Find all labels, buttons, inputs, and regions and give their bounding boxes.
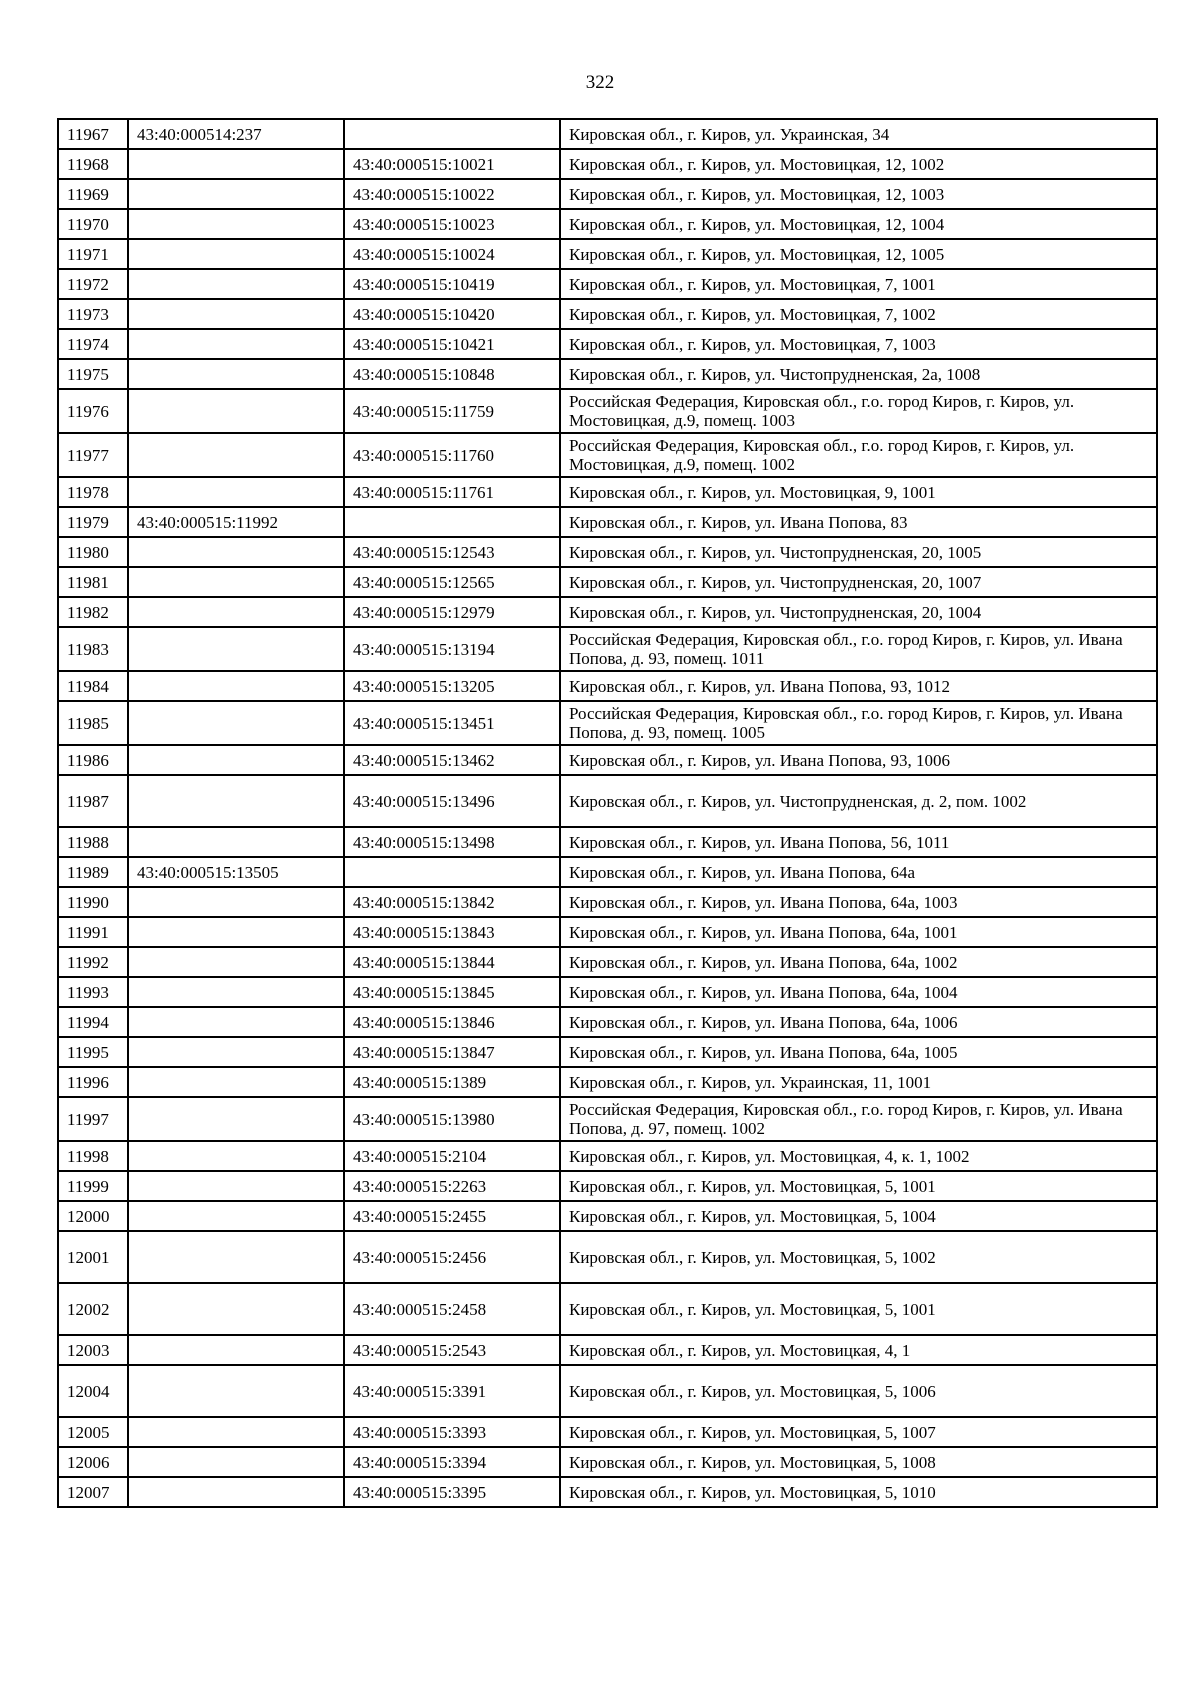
address-cell: Кировская обл., г. Киров, ул. Мостовицкая, 5, 1006	[560, 1365, 1157, 1417]
premises-cadastral-number-cell: 43:40:000515:11760	[344, 433, 560, 477]
premises-cadastral-number-cell: 43:40:000515:10022	[344, 179, 560, 209]
land-cadastral-number-cell	[128, 1335, 344, 1365]
table-row	[58, 239, 1157, 269]
table-row	[58, 887, 1157, 917]
premises-cadastral-number-cell: 43:40:000515:2455	[344, 1201, 560, 1231]
table-row	[58, 1007, 1157, 1037]
address-cell: Кировская обл., г. Киров, ул. Чистопрудненская, 2а, 1008	[560, 359, 1157, 389]
address-cell: Кировская обл., г. Киров, ул. Мостовицкая, 12, 1004	[560, 209, 1157, 239]
land-cadastral-number-cell	[128, 1417, 344, 1447]
address-cell: Кировская обл., г. Киров, ул. Мостовицкая, 12, 1005	[560, 239, 1157, 269]
row-number-cell: 11998	[58, 1141, 128, 1171]
premises-cadastral-number-cell: 43:40:000515:13843	[344, 917, 560, 947]
address-cell: Кировская обл., г. Киров, ул. Ивана Попова, 64а, 1006	[560, 1007, 1157, 1037]
row-number-cell: 11985	[58, 701, 128, 745]
row-number-cell: 11987	[58, 775, 128, 827]
premises-cadastral-number-cell: 43:40:000515:10024	[344, 239, 560, 269]
land-cadastral-number-cell	[128, 389, 344, 433]
land-cadastral-number-cell	[128, 1365, 344, 1417]
land-cadastral-number-cell	[128, 1171, 344, 1201]
table-row	[58, 389, 1157, 433]
premises-cadastral-number-cell: 43:40:000515:12979	[344, 597, 560, 627]
premises-cadastral-number-cell: 43:40:000515:11759	[344, 389, 560, 433]
row-number-cell: 11986	[58, 745, 128, 775]
address-cell: Кировская обл., г. Киров, ул. Ивана Попова, 93, 1006	[560, 745, 1157, 775]
premises-cadastral-number-cell: 43:40:000515:13194	[344, 627, 560, 671]
table-row	[58, 1097, 1157, 1141]
table-row	[58, 977, 1157, 1007]
land-cadastral-number-cell	[128, 1141, 344, 1171]
premises-cadastral-number-cell: 43:40:000515:10421	[344, 329, 560, 359]
premises-cadastral-number-cell	[344, 119, 560, 149]
address-cell: Кировская обл., г. Киров, ул. Мостовицкая, 7, 1003	[560, 329, 1157, 359]
row-number-cell: 12007	[58, 1477, 128, 1507]
address-cell: Кировская обл., г. Киров, ул. Чистопрудненская, д. 2, пом. 1002	[560, 775, 1157, 827]
address-cell: Кировская обл., г. Киров, ул. Мостовицкая, 5, 1008	[560, 1447, 1157, 1477]
land-cadastral-number-cell	[128, 701, 344, 745]
row-number-cell: 11970	[58, 209, 128, 239]
row-number-cell: 12004	[58, 1365, 128, 1417]
table-row	[58, 597, 1157, 627]
land-cadastral-number-cell	[128, 947, 344, 977]
row-number-cell: 11979	[58, 507, 128, 537]
table-row	[58, 827, 1157, 857]
premises-cadastral-number-cell: 43:40:000515:2458	[344, 1283, 560, 1335]
row-number-cell: 12002	[58, 1283, 128, 1335]
premises-cadastral-number-cell: 43:40:000515:12543	[344, 537, 560, 567]
table-row	[58, 537, 1157, 567]
land-cadastral-number-cell	[128, 477, 344, 507]
land-cadastral-number-cell	[128, 627, 344, 671]
row-number-cell: 11980	[58, 537, 128, 567]
table-row	[58, 627, 1157, 671]
address-cell: Кировская обл., г. Киров, ул. Чистопрудненская, 20, 1004	[560, 597, 1157, 627]
table-row	[58, 1335, 1157, 1365]
premises-cadastral-number-cell: 43:40:000515:10021	[344, 149, 560, 179]
premises-cadastral-number-cell	[344, 507, 560, 537]
table-row	[58, 671, 1157, 701]
row-number-cell: 11972	[58, 269, 128, 299]
address-cell: Российская Федерация, Кировская обл., г.о. город Киров, г. Киров, ул. Ивана Попова, д. 93, помещ. 1005	[560, 701, 1157, 745]
row-number-cell: 11992	[58, 947, 128, 977]
row-number-cell: 11975	[58, 359, 128, 389]
land-cadastral-number-cell	[128, 239, 344, 269]
address-cell: Кировская обл., г. Киров, ул. Мостовицкая, 5, 1001	[560, 1283, 1157, 1335]
land-cadastral-number-cell	[128, 597, 344, 627]
premises-cadastral-number-cell: 43:40:000515:1389	[344, 1067, 560, 1097]
land-cadastral-number-cell	[128, 179, 344, 209]
premises-cadastral-number-cell: 43:40:000515:13844	[344, 947, 560, 977]
address-cell: Российская Федерация, Кировская обл., г.о. город Киров, г. Киров, ул. Мостовицкая, д.9, помещ. 1003	[560, 389, 1157, 433]
address-cell: Кировская обл., г. Киров, ул. Мостовицкая, 5, 1007	[560, 1417, 1157, 1447]
row-number-cell: 11988	[58, 827, 128, 857]
premises-cadastral-number-cell: 43:40:000515:10419	[344, 269, 560, 299]
table-row	[58, 745, 1157, 775]
land-cadastral-number-cell	[128, 1201, 344, 1231]
table-row	[58, 119, 1157, 149]
land-cadastral-number-cell: 43:40:000515:11992	[128, 507, 344, 537]
address-cell: Кировская обл., г. Киров, ул. Мостовицкая, 5, 1002	[560, 1231, 1157, 1283]
row-number-cell: 11971	[58, 239, 128, 269]
land-cadastral-number-cell	[128, 671, 344, 701]
premises-cadastral-number-cell: 43:40:000515:13846	[344, 1007, 560, 1037]
row-number-cell: 11989	[58, 857, 128, 887]
land-cadastral-number-cell	[128, 149, 344, 179]
table-row	[58, 1447, 1157, 1477]
address-cell: Кировская обл., г. Киров, ул. Ивана Попова, 93, 1012	[560, 671, 1157, 701]
row-number-cell: 11995	[58, 1037, 128, 1067]
premises-cadastral-number-cell: 43:40:000515:13205	[344, 671, 560, 701]
premises-cadastral-number-cell: 43:40:000515:2104	[344, 1141, 560, 1171]
table-row	[58, 1067, 1157, 1097]
row-number-cell: 11978	[58, 477, 128, 507]
premises-cadastral-number-cell: 43:40:000515:10848	[344, 359, 560, 389]
address-cell: Кировская обл., г. Киров, ул. Украинская, 34	[560, 119, 1157, 149]
table-row	[58, 179, 1157, 209]
address-cell: Кировская обл., г. Киров, ул. Мостовицкая, 7, 1002	[560, 299, 1157, 329]
table-row	[58, 433, 1157, 477]
table-row	[58, 329, 1157, 359]
address-cell: Кировская обл., г. Киров, ул. Украинская, 11, 1001	[560, 1067, 1157, 1097]
address-cell: Кировская обл., г. Киров, ул. Мостовицкая, 12, 1003	[560, 179, 1157, 209]
address-cell: Кировская обл., г. Киров, ул. Мостовицкая, 5, 1001	[560, 1171, 1157, 1201]
row-number-cell: 11968	[58, 149, 128, 179]
land-cadastral-number-cell	[128, 567, 344, 597]
premises-cadastral-number-cell	[344, 857, 560, 887]
premises-cadastral-number-cell: 43:40:000515:3391	[344, 1365, 560, 1417]
table-row	[58, 269, 1157, 299]
table-row	[58, 477, 1157, 507]
row-number-cell: 11984	[58, 671, 128, 701]
address-cell: Кировская обл., г. Киров, ул. Чистопрудненская, 20, 1005	[560, 537, 1157, 567]
address-cell: Кировская обл., г. Киров, ул. Мостовицкая, 5, 1004	[560, 1201, 1157, 1231]
row-number-cell: 12003	[58, 1335, 128, 1365]
land-cadastral-number-cell	[128, 329, 344, 359]
table-row	[58, 359, 1157, 389]
table-row	[58, 947, 1157, 977]
premises-cadastral-number-cell: 43:40:000515:12565	[344, 567, 560, 597]
table-row	[58, 1365, 1157, 1417]
table-row	[58, 1477, 1157, 1507]
land-cadastral-number-cell	[128, 775, 344, 827]
land-cadastral-number-cell	[128, 917, 344, 947]
premises-cadastral-number-cell: 43:40:000515:13462	[344, 745, 560, 775]
table-row	[58, 1141, 1157, 1171]
premises-cadastral-number-cell: 43:40:000515:13498	[344, 827, 560, 857]
premises-cadastral-number-cell: 43:40:000515:3395	[344, 1477, 560, 1507]
address-cell: Кировская обл., г. Киров, ул. Ивана Попова, 64а, 1004	[560, 977, 1157, 1007]
address-cell: Кировская обл., г. Киров, ул. Мостовицкая, 4, к. 1, 1002	[560, 1141, 1157, 1171]
table-row	[58, 299, 1157, 329]
address-cell: Кировская обл., г. Киров, ул. Ивана Попова, 83	[560, 507, 1157, 537]
land-cadastral-number-cell	[128, 1283, 344, 1335]
row-number-cell: 12000	[58, 1201, 128, 1231]
address-cell: Кировская обл., г. Киров, ул. Мостовицкая, 7, 1001	[560, 269, 1157, 299]
address-cell: Кировская обл., г. Киров, ул. Мостовицкая, 4, 1	[560, 1335, 1157, 1365]
registry-table	[57, 118, 1158, 1508]
address-cell: Кировская обл., г. Киров, ул. Ивана Попова, 64а, 1001	[560, 917, 1157, 947]
premises-cadastral-number-cell: 43:40:000515:10023	[344, 209, 560, 239]
row-number-cell: 11969	[58, 179, 128, 209]
premises-cadastral-number-cell: 43:40:000515:10420	[344, 299, 560, 329]
address-cell: Кировская обл., г. Киров, ул. Ивана Попова, 64а, 1002	[560, 947, 1157, 977]
row-number-cell: 11982	[58, 597, 128, 627]
row-number-cell: 11999	[58, 1171, 128, 1201]
address-cell: Кировская обл., г. Киров, ул. Ивана Попова, 64а, 1003	[560, 887, 1157, 917]
premises-cadastral-number-cell: 43:40:000515:13451	[344, 701, 560, 745]
premises-cadastral-number-cell: 43:40:000515:2543	[344, 1335, 560, 1365]
row-number-cell: 11974	[58, 329, 128, 359]
address-cell: Российская Федерация, Кировская обл., г.о. город Киров, г. Киров, ул. Ивана Попова, д. 97, помещ. 1002	[560, 1097, 1157, 1141]
land-cadastral-number-cell	[128, 1097, 344, 1141]
address-cell: Кировская обл., г. Киров, ул. Ивана Попова, 64а	[560, 857, 1157, 887]
table-row	[58, 1171, 1157, 1201]
address-cell: Кировская обл., г. Киров, ул. Ивана Попова, 56, 1011	[560, 827, 1157, 857]
land-cadastral-number-cell	[128, 1037, 344, 1067]
land-cadastral-number-cell	[128, 537, 344, 567]
registry-table-body	[58, 119, 1157, 1507]
page-number: 322	[585, 72, 615, 93]
row-number-cell: 11991	[58, 917, 128, 947]
premises-cadastral-number-cell: 43:40:000515:11761	[344, 477, 560, 507]
table-row	[58, 1201, 1157, 1231]
address-cell: Российская Федерация, Кировская обл., г.о. город Киров, г. Киров, ул. Ивана Попова, д. 93, помещ. 1011	[560, 627, 1157, 671]
table-row	[58, 701, 1157, 745]
land-cadastral-number-cell: 43:40:000514:237	[128, 119, 344, 149]
row-number-cell: 11994	[58, 1007, 128, 1037]
land-cadastral-number-cell	[128, 1447, 344, 1477]
land-cadastral-number-cell	[128, 359, 344, 389]
land-cadastral-number-cell	[128, 433, 344, 477]
table-row	[58, 857, 1157, 887]
premises-cadastral-number-cell: 43:40:000515:13980	[344, 1097, 560, 1141]
table-row	[58, 775, 1157, 827]
premises-cadastral-number-cell: 43:40:000515:2263	[344, 1171, 560, 1201]
address-cell: Кировская обл., г. Киров, ул. Мостовицкая, 5, 1010	[560, 1477, 1157, 1507]
premises-cadastral-number-cell: 43:40:000515:13847	[344, 1037, 560, 1067]
land-cadastral-number-cell	[128, 1007, 344, 1037]
table-row	[58, 1037, 1157, 1067]
land-cadastral-number-cell: 43:40:000515:13505	[128, 857, 344, 887]
table-row	[58, 567, 1157, 597]
land-cadastral-number-cell	[128, 209, 344, 239]
row-number-cell: 11976	[58, 389, 128, 433]
table-row	[58, 149, 1157, 179]
row-number-cell: 11973	[58, 299, 128, 329]
row-number-cell: 12005	[58, 1417, 128, 1447]
premises-cadastral-number-cell: 43:40:000515:13842	[344, 887, 560, 917]
land-cadastral-number-cell	[128, 1477, 344, 1507]
land-cadastral-number-cell	[128, 977, 344, 1007]
address-cell: Кировская обл., г. Киров, ул. Мостовицкая, 9, 1001	[560, 477, 1157, 507]
row-number-cell: 11997	[58, 1097, 128, 1141]
row-number-cell: 11981	[58, 567, 128, 597]
table-row	[58, 1417, 1157, 1447]
premises-cadastral-number-cell: 43:40:000515:13496	[344, 775, 560, 827]
address-cell: Кировская обл., г. Киров, ул. Мостовицкая, 12, 1002	[560, 149, 1157, 179]
row-number-cell: 12006	[58, 1447, 128, 1477]
land-cadastral-number-cell	[128, 299, 344, 329]
row-number-cell: 11977	[58, 433, 128, 477]
land-cadastral-number-cell	[128, 745, 344, 775]
land-cadastral-number-cell	[128, 269, 344, 299]
row-number-cell: 11983	[58, 627, 128, 671]
table-row	[58, 507, 1157, 537]
row-number-cell: 11990	[58, 887, 128, 917]
table-row	[58, 917, 1157, 947]
row-number-cell: 12001	[58, 1231, 128, 1283]
land-cadastral-number-cell	[128, 1231, 344, 1283]
table-row	[58, 1283, 1157, 1335]
address-cell: Российская Федерация, Кировская обл., г.о. город Киров, г. Киров, ул. Мостовицкая, д.9, помещ. 1002	[560, 433, 1157, 477]
row-number-cell: 11993	[58, 977, 128, 1007]
premises-cadastral-number-cell: 43:40:000515:3394	[344, 1447, 560, 1477]
land-cadastral-number-cell	[128, 1067, 344, 1097]
address-cell: Кировская обл., г. Киров, ул. Чистопрудненская, 20, 1007	[560, 567, 1157, 597]
land-cadastral-number-cell	[128, 887, 344, 917]
premises-cadastral-number-cell: 43:40:000515:13845	[344, 977, 560, 1007]
row-number-cell: 11967	[58, 119, 128, 149]
land-cadastral-number-cell	[128, 827, 344, 857]
row-number-cell: 11996	[58, 1067, 128, 1097]
address-cell: Кировская обл., г. Киров, ул. Ивана Попова, 64а, 1005	[560, 1037, 1157, 1067]
table-row	[58, 209, 1157, 239]
table-row	[58, 1231, 1157, 1283]
premises-cadastral-number-cell: 43:40:000515:3393	[344, 1417, 560, 1447]
premises-cadastral-number-cell: 43:40:000515:2456	[344, 1231, 560, 1283]
